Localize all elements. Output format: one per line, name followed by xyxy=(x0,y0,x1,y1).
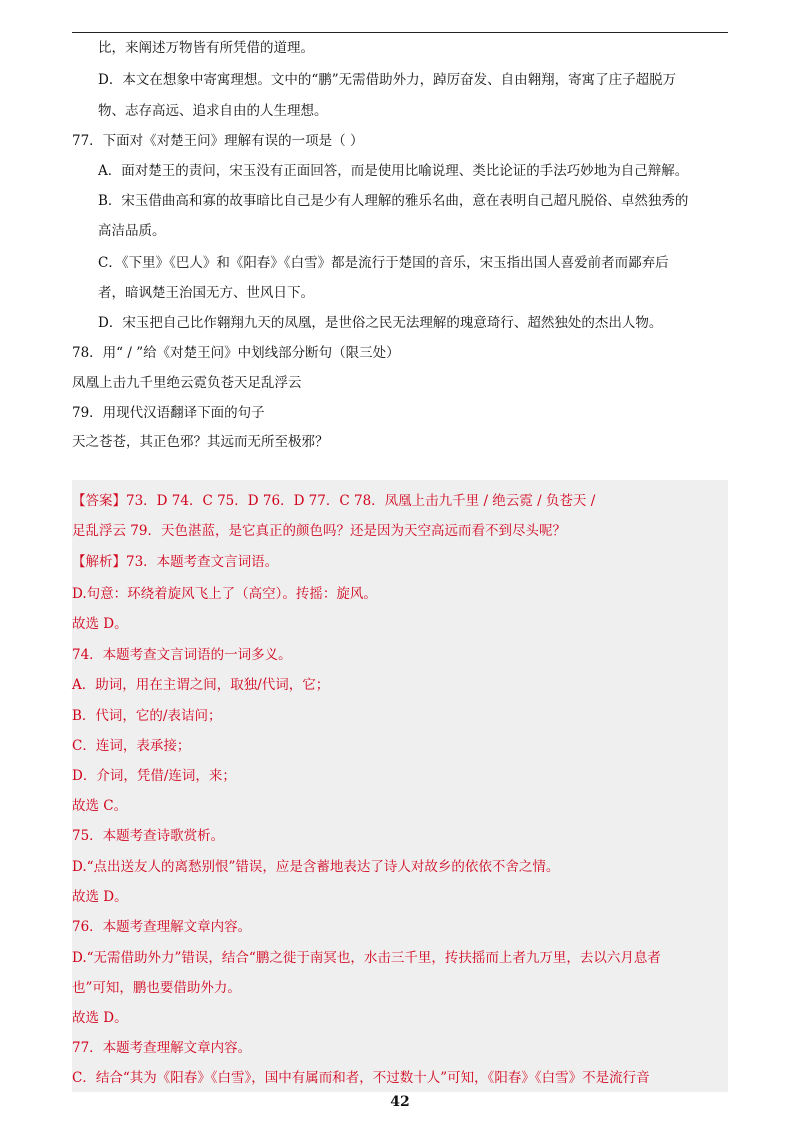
analysis-text: C．连词，表承接； xyxy=(72,738,191,754)
header-rule xyxy=(72,32,728,33)
answer-text: 73．D 74．C 75．D 76．D 77．C 78．凤凰上击九千里 / 绝云霓 / 负苍天 / xyxy=(126,493,596,509)
analysis-text: 77．本题考查理解文章内容。 xyxy=(72,1040,252,1056)
analysis-text: D.句意：环绕着旋风飞上了（高空）。抟摇：旋风。 xyxy=(72,586,377,602)
option-d-cont: 物、志存高远、追求自由的人生理想。 xyxy=(98,103,328,119)
analysis-text: D．介词，凭借/连词，来； xyxy=(72,768,236,784)
answer-label: 【答案】 xyxy=(72,493,126,509)
question-78-stem: 78．用“ / ”给《对楚王问》中划线部分断句（限三处） xyxy=(72,345,400,361)
page-number: 42 xyxy=(390,1094,410,1110)
analysis-text: 故选 C。 xyxy=(72,798,128,814)
analysis-text: 75．本题考查诗歌赏析。 xyxy=(72,828,225,844)
analysis-text: 故选 D。 xyxy=(72,889,128,905)
question-79-stem: 79．用现代汉语翻译下面的句子 xyxy=(72,405,265,421)
option-d: D．本文在想象中寄寓理想。文中的“鹏”无需借助外力，踔厉奋发、自由翱翔，寄寓了庄子超脱万 xyxy=(98,72,677,88)
analysis-text: 76．本题考查理解文章内容。 xyxy=(72,919,252,935)
analysis-label: 【解析】 xyxy=(72,554,126,570)
q77-option-b: B．宋玉借曲高和寡的故事暗比自己是少有人理解的雅乐名曲，意在表明自己超凡脱俗、卓然独秀的 xyxy=(98,193,689,209)
answer-line-cont: 足乱浮云 79．天色湛蓝，是它真正的颜色吗？还是因为天空高远而看不到尽头呢？ xyxy=(72,523,566,539)
q77-option-a: A．面对楚王的责问，宋玉没有正面回答，而是使用比喻说理、类比论证的手法巧妙地为自己辩解。 xyxy=(98,163,689,179)
analysis-text: 故选 D。 xyxy=(72,1010,128,1026)
q77-option-c: C．《下里》《巴人》和《阳春》《白雪》都是流行于楚国的音乐，宋玉指出国人喜爱前者而鄙弃后 xyxy=(98,255,669,271)
analysis-text: D.“无需借助外力”错误，结合“鹏之徙于南冥也，水击三千里，抟扶摇而上者九万里，去以六月息者 xyxy=(72,950,661,966)
question-79-text: 天之苍苍，其正色邪？其远而无所至极邪？ xyxy=(72,434,329,450)
analysis-text: B．代词，它的/表诘问； xyxy=(72,708,222,724)
analysis-line xyxy=(72,552,278,572)
question-text: 比，来阐述万物皆有所凭借的道理。 xyxy=(98,40,314,56)
analysis-text: C．结合“其为《阳春》《白雪》，国中有属而和者，不过数十人”可知，《阳春》《白雪》不是流行音 xyxy=(72,1070,650,1086)
answer-line xyxy=(72,491,595,511)
question-78-text: 凤凰上击九千里绝云霓负苍天足乱浮云 xyxy=(72,375,302,391)
analysis-text: 74．本题考查文言词语的一词多义。 xyxy=(72,647,292,663)
q77-option-d: D．宋玉把自己比作翱翔九天的凤凰，是世俗之民无法理解的瑰意琦行、超然独处的杰出人物。 xyxy=(98,315,663,331)
question-77-stem: 77．下面对《对楚王问》理解有误的一项是（ ） xyxy=(72,133,364,149)
analysis-text: A．助词，用在主谓之间，取独/代词，它； xyxy=(72,677,330,693)
q77-option-b-cont: 高洁品质。 xyxy=(98,223,166,239)
analysis-text: 73．本题考查文言词语。 xyxy=(126,554,279,570)
analysis-text: 也”可知，鹏也要借助外力。 xyxy=(72,980,241,996)
q77-option-c-cont: 者，暗讽楚王治国无方、世风日下。 xyxy=(98,285,314,301)
analysis-text: D.“点出送友人的离愁别恨”错误，应是含蓄地表达了诗人对故乡的依依不舍之情。 xyxy=(72,859,560,875)
analysis-text: 故选 D。 xyxy=(72,616,128,632)
